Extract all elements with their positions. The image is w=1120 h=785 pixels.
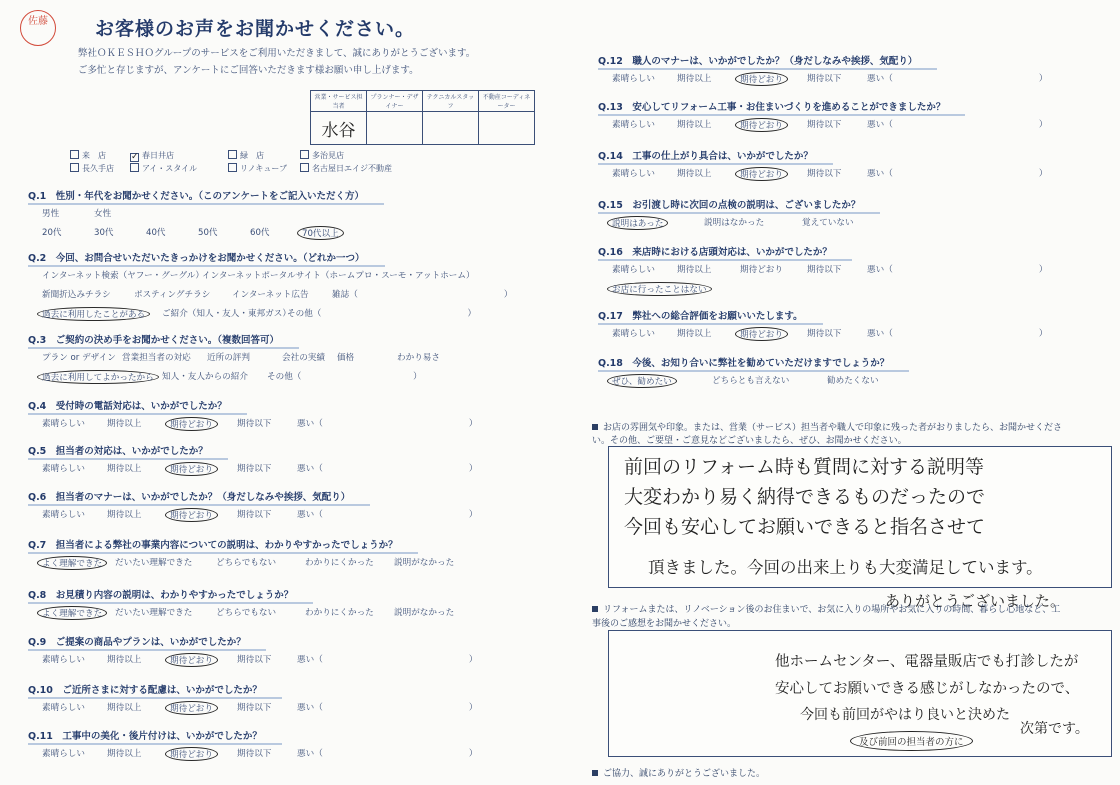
answer-option-selected[interactable]: 期待どおり [165, 653, 218, 667]
answer-option[interactable]: 60代 [250, 228, 270, 238]
answer-option[interactable]: 素晴らしい [42, 510, 85, 520]
answer-option[interactable]: 説明はなかった [704, 218, 765, 228]
checkbox-icon[interactable] [300, 163, 309, 172]
staff-header: プランナー・デザイナー [367, 91, 423, 112]
question-title: Q.2 今回、お問合せいただいたきっかけをお聞かせください。（どれか一つ） [28, 250, 365, 264]
answer-option[interactable]: 期待以下 [807, 169, 842, 179]
handwritten-line: ありがとうございました。 [885, 592, 1066, 610]
answer-option[interactable]: 期待以上 [677, 265, 712, 275]
answer-option[interactable]: 悪い（ ） [297, 510, 478, 520]
answer-option[interactable]: その他（ ） [287, 309, 477, 319]
store-checkbox[interactable] [130, 163, 197, 174]
answer-option-selected[interactable]: 期待どおり [735, 118, 788, 132]
answer-option[interactable]: 雑誌（ ） [332, 290, 513, 300]
answer-option[interactable]: 30代 [94, 228, 114, 238]
answer-option-selected[interactable]: 期待どおり [735, 167, 788, 181]
answer-option[interactable]: 期待以下 [237, 464, 272, 474]
question-title: Q.14 工事の仕上がり具合は、いかがでしたか？ [598, 148, 813, 162]
answer-option[interactable]: わかりにくかった [305, 608, 374, 618]
answer-option[interactable]: 悪い（ ） [867, 74, 1048, 84]
answer-option[interactable]: 勧めたくない [827, 376, 879, 386]
answer-option-selected[interactable]: 期待どおり [165, 462, 218, 476]
answer-option[interactable]: 期待以上 [107, 510, 142, 520]
answer-option[interactable]: ご紹介（知人・友人・東邦ガス） [162, 309, 291, 319]
question-title: Q.6 担当者のマナーは、いかがでしたか？（身だしなみや挨拶、気配り） [28, 489, 350, 503]
answer-option[interactable]: 悪い（ ） [297, 749, 478, 759]
answer-option-selected[interactable]: 期待どおり [735, 72, 788, 86]
store-label: 来 店 [82, 151, 106, 160]
answer-option[interactable]: 知人・友人からの紹介 [162, 372, 248, 382]
store-label: 春日井店 [142, 151, 174, 160]
answer-option[interactable]: インターネット広告 [232, 290, 309, 300]
answer-option[interactable]: 営業担当者の対応 [122, 353, 191, 363]
answer-option[interactable]: プラン or デザイン [42, 353, 116, 363]
handwritten-line: 大変わかり易く納得できるものだったので [624, 486, 986, 508]
square-bullet-icon [592, 770, 598, 776]
answer-option[interactable]: 悪い（ ） [297, 703, 478, 713]
handwritten-line: 頂きました。今回の出来上りも大変満足しています。 [648, 558, 1043, 577]
question-title: Q.10 ご近所さまに対する配慮は、いかがでしたか？ [28, 682, 262, 696]
handwritten-line: 次第です。 [1020, 721, 1089, 737]
checkbox-icon[interactable]: ✓ [131, 152, 139, 162]
answer-option-selected[interactable]: ぜひ、勧めたい [607, 374, 677, 388]
square-bullet-icon [592, 424, 598, 430]
staff-table [310, 90, 535, 145]
store-label: 長久手店 [82, 164, 114, 173]
answer-option[interactable]: どちらとも言えない [712, 376, 790, 386]
answer-option[interactable]: 悪い（ ） [297, 419, 478, 429]
answer-option[interactable]: 覚えていない [802, 218, 854, 228]
question-title: Q.17 弊社への総合評価をお願いいたします。 [598, 308, 803, 322]
answer-option-selected[interactable]: よく理解できた [37, 556, 107, 570]
answer-option[interactable]: 40代 [146, 228, 166, 238]
answer-option[interactable]: 期待以下 [237, 749, 272, 759]
answer-option[interactable]: 期待以下 [807, 120, 842, 130]
comment-prompt-2: リフォームまたは、リノベーション後のお住まいで、お気に入りの場所やお気に入りの時間、暮らし心地など、工事後のご感想をお聞かせください。 [592, 605, 1061, 629]
answer-option[interactable]: 期待以下 [807, 265, 842, 275]
answer-option[interactable]: どちらでもない [216, 608, 277, 618]
answer-option[interactable]: 期待以上 [107, 749, 142, 759]
answer-option[interactable]: 悪い（ ） [297, 655, 478, 665]
question-title: Q.5 担当者の対応は、いかがでしたか？ [28, 443, 208, 457]
store-label: 多治見店 [312, 151, 344, 160]
store-checkbox[interactable] [300, 150, 344, 161]
answer-option[interactable]: わかりにくかった [305, 558, 374, 568]
answer-option[interactable]: 新聞折込みチラシ [42, 290, 111, 300]
staff-header: 営業・サービス担当者 [311, 91, 367, 112]
store-label: 名古屋日エイジ不動産 [312, 164, 392, 173]
answer-option-selected[interactable]: 期待どおり [165, 701, 218, 715]
answer-option[interactable]: 近所の評判 [207, 353, 250, 363]
answer-option-selected[interactable]: 説明はあった [607, 216, 668, 230]
answer-option[interactable]: どちらでもない [216, 558, 277, 568]
staff-header: テクニカルスタッフ [423, 91, 479, 112]
store-label: アイ・スタイル [142, 164, 198, 173]
answer-option[interactable]: 素晴らしい [42, 419, 85, 429]
answer-option[interactable]: 素晴らしい [612, 329, 655, 339]
answer-option-selected[interactable]: 期待どおり [165, 747, 218, 761]
answer-option[interactable]: 悪い（ ） [867, 329, 1048, 339]
answer-option[interactable]: インターネット検索（ヤフー・グーグル） [42, 271, 204, 281]
staff-value-technical[interactable] [423, 112, 479, 145]
answer-option[interactable]: 説明がなかった [394, 608, 455, 618]
answer-option-selected[interactable]: 期待どおり [165, 417, 218, 431]
answer-option[interactable]: 素晴らしい [612, 120, 655, 130]
answer-option[interactable]: 期待以上 [677, 329, 712, 339]
staff-value-planner[interactable] [367, 112, 423, 145]
handwritten-note: 及び前回の担当者の方に [850, 731, 973, 751]
answer-option[interactable]: 期待以下 [237, 419, 272, 429]
answer-option[interactable]: 悪い（ ） [867, 169, 1048, 179]
checkbox-icon[interactable] [70, 163, 79, 172]
answer-option-selected[interactable]: 期待どおり [165, 508, 218, 522]
answer-option[interactable]: その他（ ） [267, 372, 422, 382]
name-stamp: 佐藤 [20, 10, 56, 46]
handwritten-line: 他ホームセンター、電器量販店でも打診したが [775, 654, 1079, 670]
answer-option[interactable]: 素晴らしい [612, 74, 655, 84]
handwritten-line: 今回も安心してお願いできると指名させて [624, 516, 986, 538]
intro-line-1: 弊社ＯＫＥＳＨＯグループのサービスをご利用いただきまして、誠にありがとうございます。 [78, 48, 476, 59]
question-title: Q.18 今後、お知り合いに弊社を勧めていただけますでしょうか？ [598, 355, 889, 369]
question-title: Q.11 工事中の美化・後片付けは、いかがでしたか？ [28, 728, 262, 742]
question-title: Q.7 担当者による弊社の事業内容についての説明は、わかりやすかったでしょうか？ [28, 537, 398, 551]
handwritten-line: 今回も前回がやはり良いと決めた [800, 707, 1010, 723]
store-checkbox[interactable] [228, 150, 264, 161]
staff-header: 不動産コーディネーター [479, 91, 535, 112]
store-checkbox[interactable] [300, 163, 392, 174]
page-title: お客様のお声をお聞かせください。 [95, 18, 416, 40]
answer-option-selected[interactable]: 70代以上 [297, 226, 344, 240]
answer-option[interactable]: 期待以上 [107, 419, 142, 429]
answer-option[interactable]: 期待以下 [807, 329, 842, 339]
answer-option[interactable]: 説明がなかった [394, 558, 455, 568]
answer-option[interactable]: 悪い（ ） [297, 464, 478, 474]
store-label: リノキューブ [240, 164, 287, 173]
answer-option[interactable]: 期待以上 [107, 464, 142, 474]
answer-option[interactable]: 期待以下 [237, 655, 272, 665]
question-title: Q.3 ご契約の決め手をお聞かせください。（複数回答可） [28, 332, 279, 346]
answer-option[interactable]: 素晴らしい [42, 655, 85, 665]
answer-option[interactable]: だいたい理解できた [115, 608, 193, 618]
question-title: Q.8 お見積り内容の説明は、わかりやすかったでしょうか？ [28, 587, 293, 601]
question-title: Q.12 職人のマナーは、いかがでしたか？（身だしなみや挨拶、気配り） [598, 53, 917, 67]
handwritten-line: 安心してお願いできる感じがしなかったので、 [775, 681, 1080, 697]
checkbox-icon[interactable] [228, 163, 237, 172]
question-title: Q.9 ご提案の商品やプランは、いかがでしたか？ [28, 634, 246, 648]
question-title: Q.1 性別・年代をお聞かせください。（このアンケートをご記入いただく方） [28, 188, 364, 202]
store-checkbox[interactable] [70, 163, 114, 174]
answer-option-selected[interactable]: 期待どおり [735, 327, 788, 341]
comment-prompt-1: お店の雰囲気や印象。または、営業（サービス）担当者や職人で印象に残った者がおりましたら、お聞かせください。その他、ご要望・ご意見などございましたら、ぜひ、お聞かせください。 [592, 423, 1063, 446]
answer-option[interactable]: 20代 [42, 228, 62, 238]
answer-option[interactable]: わかり易さ [397, 353, 440, 363]
question-title: Q.15 お引渡し時に次回の点検の説明は、ございましたか？ [598, 197, 860, 211]
handwritten-line: 前回のリフォーム時も質問に対する説明等 [624, 456, 985, 478]
answer-option[interactable]: 期待以下 [237, 703, 272, 713]
checkbox-icon[interactable] [70, 150, 79, 159]
checkbox-icon[interactable] [130, 163, 139, 172]
answer-option[interactable]: 50代 [198, 228, 218, 238]
staff-value-sales[interactable]: 水谷 [311, 112, 367, 145]
answer-option[interactable]: 男性 [42, 209, 60, 219]
answer-option[interactable]: 期待どおり [740, 265, 783, 275]
answer-option[interactable]: インターネットポータルサイト（ホームプロ・スーモ・アットホーム） [202, 271, 475, 281]
store-checkbox[interactable] [228, 163, 287, 174]
answer-option[interactable]: 期待以下 [807, 74, 842, 84]
answer-option[interactable]: 価格 [337, 353, 355, 363]
question-title: Q.16 来店時における店頭対応は、いかがでしたか？ [598, 244, 832, 258]
answer-option[interactable]: 期待以下 [237, 510, 272, 520]
store-label: 緑 店 [240, 151, 264, 160]
checkbox-icon[interactable] [228, 150, 237, 159]
store-checkbox[interactable] [70, 150, 106, 161]
store-checkbox[interactable] [130, 150, 174, 162]
answer-option[interactable]: 期待以上 [107, 655, 142, 665]
footer-thanks: ご協力、誠にありがとうございました。 [592, 766, 765, 779]
answer-option[interactable]: 会社の実績 [282, 353, 325, 363]
answer-option-selected[interactable]: お店に行ったことはない [607, 282, 712, 296]
square-bullet-icon [592, 606, 598, 612]
answer-option[interactable]: 悪い（ ） [867, 265, 1048, 275]
question-title: Q.13 安心してリフォーム工事・お住まいづくりを進めることができましたか？ [598, 99, 945, 113]
answer-option[interactable]: 期待以上 [677, 120, 712, 130]
answer-option-selected[interactable]: 過去に利用してよかったから [37, 370, 159, 384]
answer-option[interactable]: 素晴らしい [42, 749, 85, 759]
answer-option[interactable]: 素晴らしい [612, 265, 655, 275]
answer-option-selected[interactable]: よく理解できた [37, 606, 107, 620]
answer-option[interactable]: だいたい理解できた [115, 558, 193, 568]
answer-option[interactable]: 素晴らしい [42, 703, 85, 713]
answer-option[interactable]: 悪い（ ） [867, 120, 1048, 130]
intro-line-2: ご多忙と存じますが、アンケートにご回答いただきます様お願い申し上げます。 [78, 65, 419, 76]
answer-option-selected[interactable]: 過去に利用したことがある [37, 307, 150, 321]
question-title: Q.4 受付時の電話対応は、いかがでしたか？ [28, 398, 227, 412]
answer-option[interactable]: ポスティングチラシ [134, 290, 211, 300]
staff-value-realestate[interactable] [479, 112, 535, 145]
answer-option[interactable]: 期待以上 [677, 74, 712, 84]
answer-option[interactable]: 期待以上 [107, 703, 142, 713]
answer-option[interactable]: 素晴らしい [42, 464, 85, 474]
answer-option[interactable]: 期待以上 [677, 169, 712, 179]
checkbox-icon[interactable] [300, 150, 309, 159]
answer-option[interactable]: 女性 [94, 209, 112, 219]
answer-option[interactable]: 素晴らしい [612, 169, 655, 179]
